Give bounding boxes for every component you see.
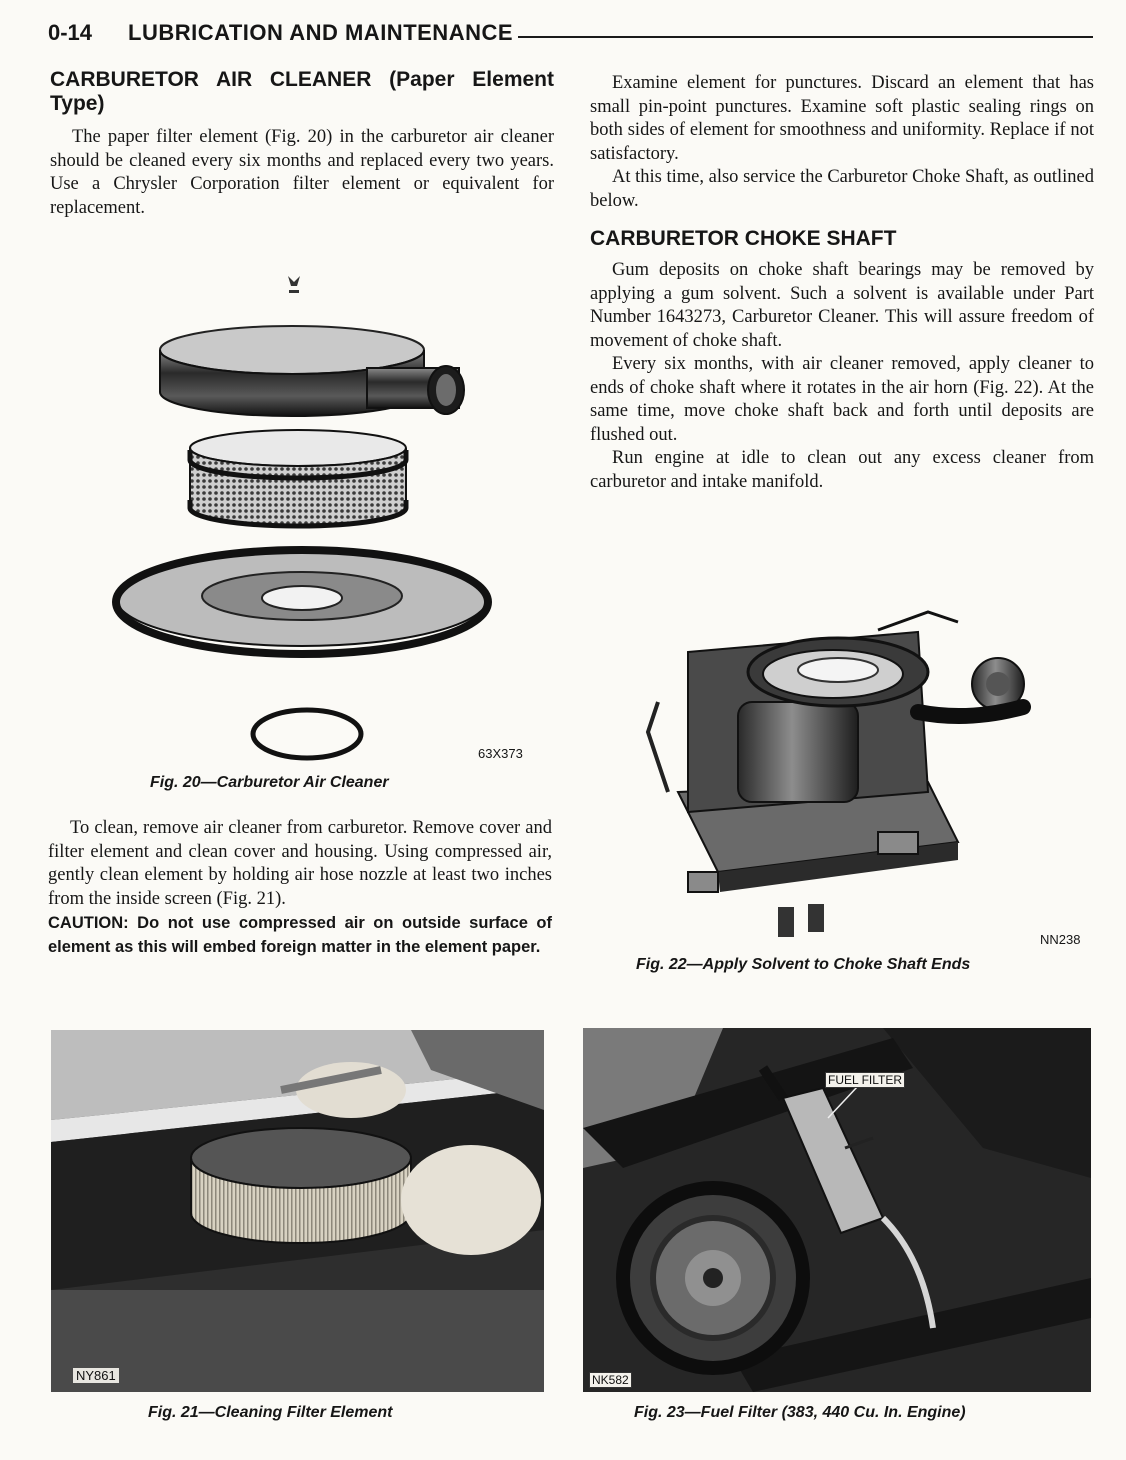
figure-21-caption: Fig. 21—Cleaning Filter Element [148, 1404, 393, 1421]
paragraph-run-engine: Run engine at idle to clean out any excess cleaner from carburetor and intake manifold. [590, 448, 1094, 492]
air-cleaner-exploded-illustration [105, 268, 545, 768]
figure-23-caption: Fig. 23—Fuel Filter (383, 440 Cu. In. Engine) [634, 1404, 966, 1421]
page-header [48, 14, 1093, 50]
paragraph-examine: Examine element for punctures. Discard an element that has small pin-point punctures. Examine soft plastic sealing rings on both sides of element for smoothness and uniformity. Replace if not satisfactory. [590, 73, 1094, 164]
section-title-choke-shaft: CARBURETOR CHOKE SHAFT [590, 227, 897, 250]
figure-22-caption: Fig. 22—Apply Solvent to Choke Shaft Ends [636, 956, 971, 973]
page-title: LUBRICATION AND MAINTENANCE [128, 20, 514, 45]
paragraph-service-choke: At this time, also service the Carburetor Choke Shaft, as outlined below. [590, 167, 1094, 211]
carburetor-illustration [628, 592, 1038, 952]
figure-21-photo [51, 1030, 544, 1392]
figure-20-code: 63X373 [478, 746, 523, 761]
left-column-bottom [48, 817, 552, 959]
paragraph-filter-intro: The paper filter element (Fig. 20) in the carburetor air cleaner should be cleaned every six months and replaced every two years. Use a Chrysler Corporation filter element or equivalent for replacement. [50, 127, 554, 218]
fuel-filter-label: FUEL FILTER [825, 1072, 905, 1088]
left-column-top [50, 68, 554, 220]
figure-22-drawing [628, 592, 1038, 952]
figure-20-drawing [105, 268, 545, 768]
figure-23-code: NK582 [589, 1372, 632, 1388]
paragraph-cleaning: To clean, remove air cleaner from carburetor. Remove cover and filter element and clean cover and housing. Using compressed air, gently clean element by holding air hose nozzle at least two inches from the inside screen (Fig. 21). [48, 818, 552, 909]
section-title-air-cleaner: CARBURETOR AIR CLEANER (Paper Element Type) [50, 68, 554, 115]
paragraph-gum-deposits: Gum deposits on choke shaft bearings may be removed by applying a gum solvent. Such a solvent is available under Part Number 1643273, Carburetor Cleaner. This will assure freedom of movement of choke shaft. [590, 260, 1094, 351]
header-rule [518, 36, 1093, 38]
figure-21-code: NY861 [73, 1368, 119, 1383]
figure-20-caption: Fig. 20—Carburetor Air Cleaner [150, 774, 389, 791]
paragraph-every-six-months: Every six months, with air cleaner removed, apply cleaner to ends of choke shaft where it rotates in the air horn (Fig. 22). At the same time, move choke shaft back and forth until deposits are flushed out. [590, 354, 1094, 445]
figure-23-photo [583, 1028, 1091, 1392]
right-column [590, 72, 1094, 494]
caution-note: CAUTION: Do not use compressed air on outside surface of element as this will embed foreign matter in the element paper. [48, 914, 552, 956]
page-number: 0-14 [48, 20, 93, 45]
cleaning-filter-photo-illustration [51, 1030, 544, 1392]
figure-22-code: NN238 [1040, 932, 1081, 947]
